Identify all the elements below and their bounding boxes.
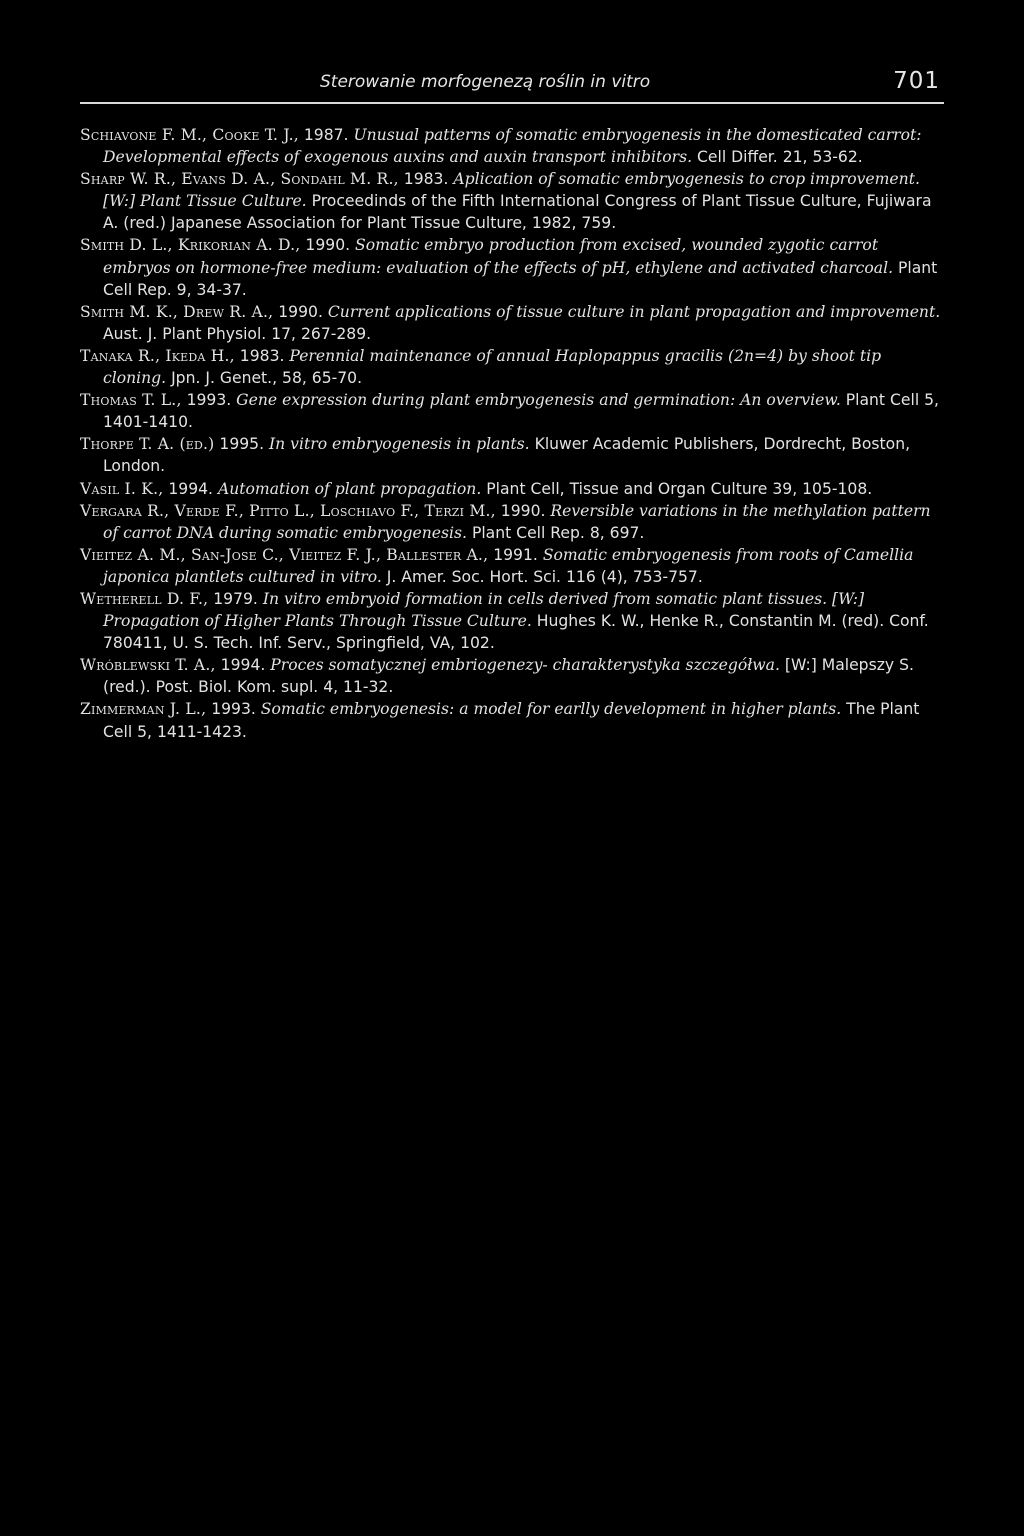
reference-year: 1990. (300, 236, 356, 255)
reference-source: Hughes K. W., Henke R., Constantin M. (red). Conf. 780411, U. S. Tech. Inf. Serv., Springfield, VA, 102. (103, 612, 929, 653)
reference-title: In vitro embryogenesis in plants. (269, 435, 530, 454)
reference-authors: Thorpe T. A. (ed.) (80, 435, 215, 454)
reference-title: Current applications of tissue culture in plant propagation and improvement. (327, 302, 941, 321)
reference-authors: Sharp W. R., Evans D. A., Sondahl M. R., (80, 170, 399, 189)
reference-entry (80, 698, 948, 742)
reference-year: 1983. (398, 170, 454, 189)
reference-year: 1995. (214, 435, 270, 454)
reference-source: Plant Cell 5, 1401-1410. (103, 391, 939, 432)
reference-authors: Smith D. L., Krikorian A. D., (80, 236, 301, 255)
reference-entry (80, 301, 948, 345)
reference-entry (80, 544, 948, 588)
reference-year: 1990. (495, 501, 551, 520)
reference-source: Proceedinds of the Fifth International Congress of Plant Tissue Culture, Fujiwara A. (red.) Japanese Association for Plant Tissue Culture, 1982, 759. (103, 192, 932, 233)
reference-authors: Vergara R., Verde F., Pitto L., Loschiavo F., Terzi M., (80, 501, 496, 520)
reference-entry (80, 588, 948, 654)
reference-authors: Schiavone F. M., Cooke T. J., (80, 126, 299, 144)
reference-source: Cell Differ. 21, 53-62. (692, 148, 863, 167)
reference-entry (80, 389, 948, 433)
reference-authors: Smith M. K., Drew R. A., (80, 302, 274, 321)
reference-entry (80, 345, 948, 389)
reference-source: Plant Cell, Tissue and Organ Culture 39, 105-108. (481, 479, 873, 498)
reference-source: Kluwer Academic Publishers, Dordrecht, Boston, London. (103, 435, 911, 476)
reference-entry (80, 234, 948, 300)
running-title: Sterowanie morfogenezą roślin in vitro (320, 72, 651, 92)
reference-entry (80, 654, 948, 698)
reference-source: The Plant Cell 5, 1411-1423. (103, 700, 920, 741)
reference-source: Plant Cell Rep. 9, 34-37. (103, 258, 938, 299)
reference-title: Automation of plant propagation. (217, 479, 482, 498)
reference-title: Somatic embryogenesis from roots of Camellia japonica plantlets cultured in vitro. (103, 545, 914, 586)
reference-year: 1993. (206, 700, 261, 719)
reference-year: 1987. (298, 126, 354, 144)
reference-title: Somatic embryogenesis: a model for earlly development in higher plants. (260, 700, 842, 719)
page-header (80, 70, 944, 104)
reference-title: Gene expression during plant embryogenesis and germination: An overview. (236, 391, 841, 410)
reference-year: 1993. (181, 391, 237, 410)
reference-year: 1994. (163, 479, 218, 498)
reference-source: J. Amer. Soc. Hort. Sci. 116 (4), 753-757. (381, 567, 703, 586)
reference-list (80, 124, 948, 743)
reference-authors: Vieitez A. M., San-Jose C., Vieitez F. J., Ballester A., (80, 545, 489, 564)
reference-year: 1983. (234, 346, 290, 365)
reference-title: In vitro embryoid formation in cells derived from somatic plant tissues. [W:] Propagation of Higher Plants Through Tissue Culture. (103, 589, 865, 631)
reference-year: 1991. (488, 545, 543, 564)
reference-entry (80, 500, 948, 544)
page-number: 701 (893, 68, 940, 94)
reference-title: Perennial maintenance of annual Haplopappus gracilis (2n=4) by shoot tip cloning. (103, 346, 882, 388)
reference-entry (80, 124, 948, 168)
reference-source: Jpn. J. Genet., 58, 65-70. (166, 369, 363, 388)
reference-year: 1994. (215, 656, 271, 675)
reference-authors: Thomas T. L., (80, 391, 182, 410)
reference-authors: Vasil I. K., (80, 479, 164, 498)
reference-title: Somatic embryo production from excised, wounded zygotic carrot embryos on hormone-free medium: evaluation of the effects of pH, ethylene and activated charcoal. (103, 236, 894, 277)
reference-title: Unusual patterns of somatic embryogenesis in the domesticated carrot: Developmental effects of exogenous auxins and auxin transport inhibitors. (103, 126, 922, 167)
reference-title: Reversible variations in the methylation pattern of carrot DNA during somatic embryogenesis. (103, 501, 931, 542)
reference-authors: Tanaka R., Ikeda H., (80, 346, 235, 365)
reference-year: 1979. (208, 589, 263, 608)
reference-title: Proces somatycznej embriogenezy- charakterystyka szczegółwa. (270, 656, 780, 675)
reference-year: 1990. (273, 302, 328, 321)
reference-authors: Wetherell D. F., (80, 589, 209, 608)
reference-title: Aplication of somatic embryogenesis to crop improvement. [W:] Plant Tissue Culture. (103, 170, 920, 211)
reference-authors: Zimmerman J. L., (80, 700, 207, 719)
reference-source: Plant Cell Rep. 8, 697. (466, 523, 645, 542)
reference-entry (80, 478, 948, 500)
reference-authors: Wróblewski T. A., (80, 656, 216, 675)
reference-entry (80, 433, 948, 477)
reference-source: [W:] Malepszy S. (red.). Post. Biol. Kom. supl. 4, 11-32. (103, 656, 914, 697)
reference-entry (80, 168, 948, 234)
reference-source: Aust. J. Plant Physiol. 17, 267-289. (103, 324, 372, 343)
